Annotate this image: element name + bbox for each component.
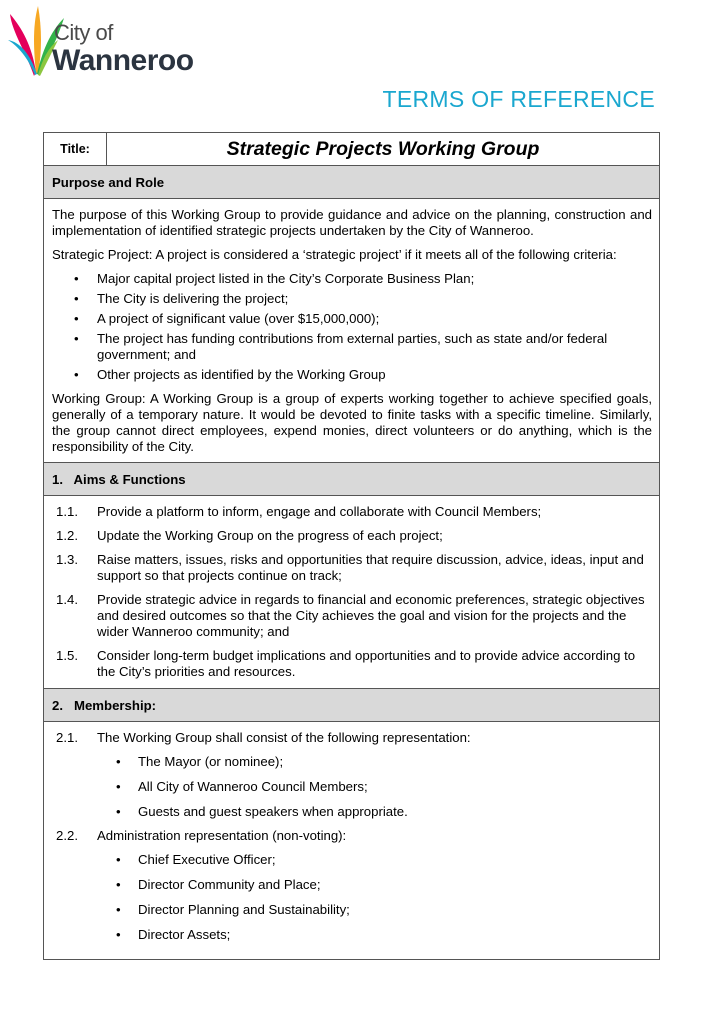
document-title: Strategic Projects Working Group [226, 137, 540, 160]
representation-item: • The Mayor (or nominee); [52, 754, 652, 770]
aims-item [52, 648, 652, 680]
city-of-wanneroo-logo [8, 2, 228, 82]
item-text: Update the Working Group on the progress of each project; [97, 528, 443, 543]
representation-list [52, 754, 652, 820]
aims-item [52, 552, 652, 584]
membership-section-heading: 2. Membership: [44, 689, 659, 722]
membership-item [52, 828, 652, 844]
item-number: 2.1. [56, 730, 78, 745]
item-number: 2.2. [56, 828, 78, 843]
aims-section-body [44, 496, 659, 689]
purpose-intro: The purpose of this Working Group to provide guidance and advice on the planning, construction and implementation of identified strategic projects undertaken by the City of Wanneroo. [52, 207, 652, 238]
working-group-definition: Working Group: A Working Group is a group of experts working together to achieve specified goals, generally of a temporary nature. It would be devoted to finite tasks with a specific timeline. Similarly, the group cannot direct employees, expend monies, direct volunteers or do anything, which is the responsibility of the City. [52, 391, 652, 454]
aims-item [52, 592, 652, 640]
item-text: The Working Group shall consist of the following representation: [97, 730, 471, 745]
criteria-list [52, 271, 652, 383]
item-text: Consider long-term budget implications and opportunities and to provide advice according to the City’s priorities and resources. [97, 648, 636, 679]
item-text: Provide a platform to inform, engage and collaborate with Council Members; [97, 504, 542, 519]
criteria-item: • The project has funding contributions from external parties, such as state and/or federal government; and [52, 331, 652, 363]
purpose-section-body [44, 199, 659, 463]
criteria-item: • Other projects as identified by the Working Group [52, 367, 652, 383]
document-type-heading: TERMS OF REFERENCE [382, 86, 655, 112]
title-label: Title: [44, 133, 107, 165]
item-number: 1.4. [56, 592, 78, 607]
item-text: Administration representation (non-voting): [97, 828, 347, 843]
criteria-item: • The City is delivering the project; [52, 291, 652, 307]
representation-item: • All City of Wanneroo Council Members; [52, 779, 652, 795]
criteria-item: • Major capital project listed in the City’s Corporate Business Plan; [52, 271, 652, 287]
administration-item: • Chief Executive Officer; [52, 852, 652, 868]
item-text: Provide strategic advice in regards to financial and economic preferences, strategic objectives and desired outcomes so that the City achieves the goal and vision for the projects and the wider Wanneroo community; and [97, 592, 645, 639]
terms-of-reference-table [43, 132, 660, 960]
administration-item: • Director Community and Place; [52, 877, 652, 893]
aims-item [52, 504, 652, 520]
representation-item: • Guests and guest speakers when appropriate. [52, 804, 652, 820]
logo-text-wanneroo: Wanneroo [52, 44, 194, 77]
aims-section-heading: 1. Aims & Functions [44, 463, 659, 496]
membership-item [52, 730, 652, 746]
item-text: Raise matters, issues, risks and opportunities that require discussion, advice, ideas, input and support so that projects continue on track; [97, 552, 644, 583]
criteria-item: • A project of significant value (over $15,000,000); [52, 311, 652, 327]
administration-list [52, 852, 652, 943]
item-number: 1.2. [56, 528, 78, 543]
item-number: 1.1. [56, 504, 78, 519]
title-row [44, 133, 659, 166]
item-number: 1.3. [56, 552, 78, 567]
administration-item: • Director Assets; [52, 927, 652, 943]
membership-section-body [44, 722, 659, 959]
administration-item: • Director Planning and Sustainability; [52, 902, 652, 918]
strategic-project-definition: Strategic Project: A project is considered a ‘strategic project’ if it meets all of the following criteria: [52, 247, 617, 262]
logo-text-city: City of [54, 20, 113, 45]
aims-item [52, 528, 652, 544]
item-number: 1.5. [56, 648, 78, 663]
purpose-section-heading: Purpose and Role [44, 166, 659, 199]
